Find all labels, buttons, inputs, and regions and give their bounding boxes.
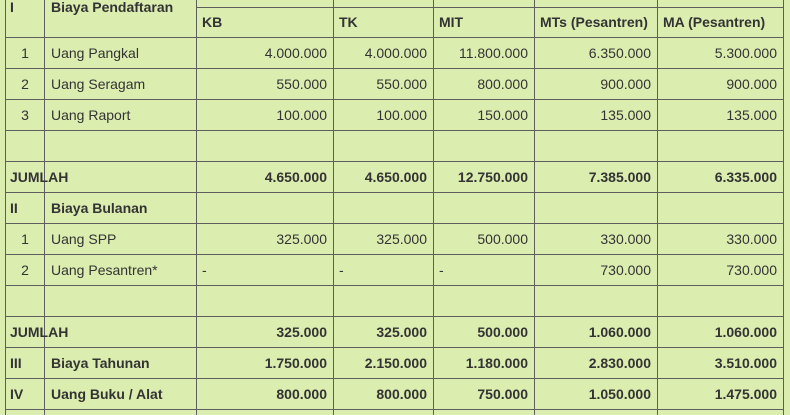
fee-value <box>334 285 433 316</box>
row-number: 2 <box>21 261 29 278</box>
fee-value: 800.000 <box>376 385 427 402</box>
fee-value: - <box>339 261 344 278</box>
row-number: II <box>10 199 18 216</box>
section-title: Biaya Pendaftaran <box>51 0 174 15</box>
fee-value <box>658 192 783 223</box>
fee-value: 1.475.000 <box>714 385 777 402</box>
column-header: MA (Pesantren) <box>663 14 766 30</box>
column-header: MTs (Pesantren) <box>540 14 648 30</box>
fee-value: 6.335.000 <box>714 168 777 185</box>
fee-value: 325.000 <box>276 230 327 247</box>
fee-value <box>434 130 534 161</box>
fee-value <box>434 285 534 316</box>
fee-value: 325.000 <box>376 230 427 247</box>
fee-value: 100.000 <box>276 106 327 123</box>
fee-value: 6.350.000 <box>588 44 651 61</box>
fee-value: 1.060.000 <box>588 323 651 340</box>
fee-value: 330.000 <box>600 230 651 247</box>
fee-value <box>535 192 657 223</box>
fee-value: 4.650.000 <box>364 168 427 185</box>
column-header: TK <box>339 14 358 30</box>
fee-value: 3.510.000 <box>714 354 777 371</box>
fee-value: - <box>202 261 207 278</box>
fee-value: 800.000 <box>477 75 528 92</box>
fee-value: 150.000 <box>477 106 528 123</box>
fee-value: 2.150.000 <box>364 354 427 371</box>
fee-value: 11.800.000 <box>458 44 528 61</box>
fee-value: 1.050.000 <box>588 385 651 402</box>
fee-value <box>197 285 333 316</box>
fee-value <box>658 285 783 316</box>
fee-value: 900.000 <box>600 75 651 92</box>
total-label: JUMLAH <box>10 168 69 185</box>
fee-value: 135.000 <box>600 106 651 123</box>
fee-value: 4.000.000 <box>264 44 327 61</box>
fee-value: 135.000 <box>726 106 777 123</box>
row-number: III <box>10 354 22 371</box>
fee-value <box>434 192 534 223</box>
row-number <box>6 130 44 161</box>
fee-value: 730.000 <box>726 261 777 278</box>
fee-value: 1.750.000 <box>264 354 327 371</box>
column-header: MIT <box>439 14 464 30</box>
total-label: JUMLAH <box>10 323 69 340</box>
row-number: 1 <box>21 44 29 61</box>
fee-value: 100.000 <box>376 106 427 123</box>
row-label: Uang Raport <box>51 106 131 123</box>
row-number: 3 <box>21 106 29 123</box>
fee-value: 550.000 <box>376 75 427 92</box>
fee-value: 550.000 <box>276 75 327 92</box>
row-label <box>45 285 196 316</box>
row-rule <box>5 409 784 410</box>
section-number: I <box>10 0 14 15</box>
fee-value: 325.000 <box>376 323 427 340</box>
fee-value: 1.060.000 <box>714 323 777 340</box>
fee-value: - <box>439 261 444 278</box>
fee-value: 2.830.000 <box>588 354 651 371</box>
fee-value <box>658 130 783 161</box>
row-label: Uang Pangkal <box>51 44 139 61</box>
fee-value <box>535 285 657 316</box>
row-number: IV <box>10 385 24 402</box>
row-label: Uang SPP <box>51 230 117 247</box>
row-number <box>6 285 44 316</box>
row-label: Uang Seragam <box>51 75 146 92</box>
fee-value: 4.000.000 <box>364 44 427 61</box>
fee-value: 4.650.000 <box>264 168 327 185</box>
fee-value: 800.000 <box>276 385 327 402</box>
row-label: Biaya Tahunan <box>51 354 150 371</box>
fee-value: 730.000 <box>600 261 651 278</box>
fee-value: 325.000 <box>276 323 327 340</box>
row-label: Uang Buku / Alat <box>51 385 163 402</box>
fee-value: 330.000 <box>726 230 777 247</box>
fee-value: 1.180.000 <box>465 354 528 371</box>
column-header: KB <box>202 14 223 30</box>
fee-value: 900.000 <box>726 75 777 92</box>
fee-value <box>334 192 433 223</box>
fee-value <box>197 192 333 223</box>
row-label: Uang Pesantren* <box>51 261 158 278</box>
row-number: 1 <box>21 230 29 247</box>
row-label <box>45 130 196 161</box>
fee-value <box>334 130 433 161</box>
row-number: 2 <box>21 75 29 92</box>
fee-value: 500.000 <box>477 230 528 247</box>
fee-value: 500.000 <box>477 323 528 340</box>
fee-value: 12.750.000 <box>457 168 528 185</box>
fee-value <box>535 130 657 161</box>
fee-value: 5.300.000 <box>714 44 777 61</box>
fee-value <box>197 130 333 161</box>
row-label: Biaya Bulanan <box>51 199 148 216</box>
fee-value: 750.000 <box>477 385 528 402</box>
column-rule <box>783 0 784 415</box>
fee-value: 7.385.000 <box>588 168 651 185</box>
